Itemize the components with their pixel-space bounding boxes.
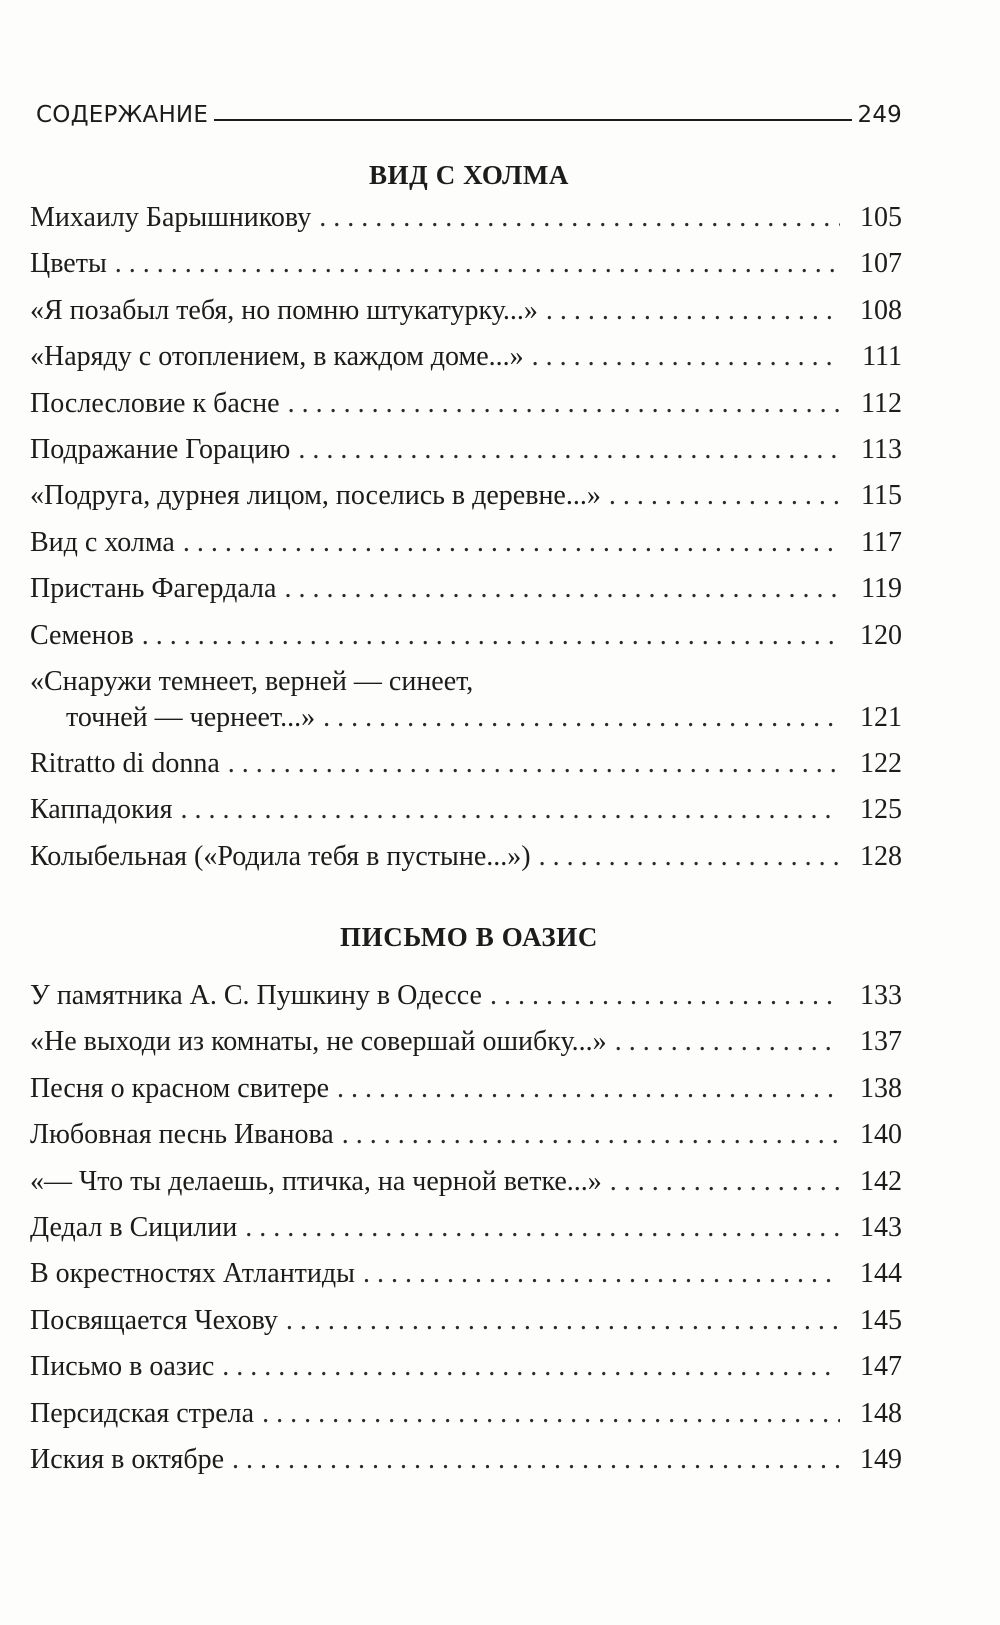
entry-title: Подражание Горацию bbox=[30, 433, 291, 465]
toc-entry[interactable] bbox=[30, 1167, 902, 1213]
toc-entry[interactable] bbox=[30, 621, 902, 667]
entry-page: 108 bbox=[860, 294, 902, 326]
entry-title: В окрестностях Атлантиды bbox=[30, 1258, 355, 1290]
toc-entry[interactable] bbox=[30, 342, 902, 388]
toc-entry[interactable] bbox=[30, 1259, 902, 1305]
entry-page: 137 bbox=[860, 1026, 902, 1058]
entry-title: Письмо в оазис bbox=[30, 1351, 215, 1383]
entry-title: «Подруга, дурнея лицом, поселись в деревне...» bbox=[30, 480, 601, 512]
dot-leader bbox=[228, 749, 840, 779]
toc-entry[interactable] bbox=[30, 1352, 902, 1398]
toc-entry[interactable] bbox=[30, 481, 902, 527]
entry-page: 117 bbox=[861, 526, 902, 558]
toc-entry[interactable] bbox=[30, 1445, 902, 1491]
entry-page: 140 bbox=[860, 1119, 902, 1151]
toc-entry[interactable] bbox=[30, 296, 902, 342]
entry-title: У памятника А. С. Пушкину в Одессе bbox=[30, 980, 482, 1011]
entry-page: 119 bbox=[861, 573, 902, 605]
entry-title: Дедал в Сицилии bbox=[30, 1211, 238, 1243]
toc-entry[interactable] bbox=[30, 1399, 902, 1445]
dot-leader bbox=[142, 621, 840, 651]
entry-title: «Наряду с отоплением, в каждом доме...» bbox=[30, 341, 524, 373]
entry-title: Иския в октябре bbox=[30, 1443, 224, 1475]
entry-page: 144 bbox=[860, 1258, 902, 1290]
dot-leader bbox=[115, 249, 840, 279]
entry-title: Любовная песнь Иванова bbox=[30, 1119, 334, 1151]
toc-entry[interactable] bbox=[30, 1306, 902, 1352]
entry-title: Вид с холма bbox=[30, 526, 175, 558]
entry-title: «Не выходи из комнаты, не совершай ошибку...» bbox=[30, 1026, 607, 1058]
running-head-page-number: 249 bbox=[857, 102, 902, 128]
entry-page: 143 bbox=[860, 1211, 902, 1243]
entry-title: «— Что ты делаешь, птичка, на черной ветке...» bbox=[30, 1165, 602, 1197]
entry-page: 148 bbox=[860, 1397, 902, 1429]
entry-title: Михаилу Барышникову bbox=[30, 202, 312, 233]
entry-title: Песня о красном свитере bbox=[30, 1072, 329, 1104]
entry-page: 125 bbox=[860, 794, 902, 826]
dot-leader bbox=[298, 435, 840, 465]
entry-page: 115 bbox=[861, 480, 902, 512]
entry-title: Ritratto di donna bbox=[30, 747, 220, 779]
toc-entry[interactable] bbox=[30, 1213, 902, 1259]
toc-section-1 bbox=[30, 203, 902, 888]
dot-leader bbox=[286, 1306, 840, 1336]
dot-leader bbox=[319, 203, 840, 233]
entry-title: Пристань Фагердала bbox=[30, 573, 277, 605]
dot-leader bbox=[610, 1167, 840, 1197]
section-title-pismo-v-oazis: ПИСЬМО В ОАЗИС bbox=[340, 922, 598, 952]
dot-leader bbox=[490, 981, 840, 1011]
entry-title: Послесловие к басне bbox=[30, 387, 280, 419]
entry-page: 105 bbox=[860, 202, 902, 233]
toc-entry[interactable] bbox=[30, 574, 902, 620]
toc-entry[interactable] bbox=[30, 249, 902, 295]
entry-title-continuation: точней — чернеет...» bbox=[66, 701, 316, 733]
entry-page: 138 bbox=[860, 1072, 902, 1104]
entry-page: 145 bbox=[860, 1304, 902, 1336]
entry-page: 133 bbox=[860, 980, 902, 1011]
dot-leader bbox=[262, 1399, 840, 1429]
dot-leader bbox=[183, 528, 840, 558]
toc-entry[interactable] bbox=[30, 795, 902, 841]
toc-entry[interactable] bbox=[30, 528, 902, 574]
running-head bbox=[36, 88, 902, 128]
entry-title: Цветы bbox=[30, 248, 107, 280]
toc-entry[interactable] bbox=[30, 749, 902, 795]
entry-page: 111 bbox=[862, 341, 902, 373]
entry-title: Колыбельная («Родила тебя в пустыне...») bbox=[30, 840, 531, 872]
toc-entry[interactable] bbox=[30, 1120, 902, 1166]
dot-leader bbox=[615, 1027, 840, 1057]
dot-leader bbox=[288, 389, 840, 419]
running-head-rule bbox=[214, 119, 851, 121]
toc-entry[interactable] bbox=[30, 435, 902, 481]
dot-leader bbox=[180, 795, 840, 825]
toc-entry[interactable] bbox=[30, 1074, 902, 1120]
entry-page: 147 bbox=[860, 1351, 902, 1383]
dot-leader bbox=[609, 481, 840, 511]
dot-leader bbox=[342, 1120, 840, 1150]
running-head-title: СОДЕРЖАНИЕ bbox=[36, 102, 209, 128]
entry-page: 121 bbox=[860, 701, 902, 733]
entry-title: «Снаружи темнеет, верней — синеет, bbox=[30, 665, 474, 697]
toc-entry[interactable] bbox=[30, 667, 902, 749]
dot-leader bbox=[232, 1445, 840, 1475]
toc-section-2 bbox=[30, 981, 902, 1491]
dot-leader bbox=[222, 1352, 840, 1382]
entry-page: 107 bbox=[860, 248, 902, 280]
toc-entry[interactable] bbox=[30, 389, 902, 435]
dot-leader bbox=[337, 1074, 840, 1104]
entry-title: Каппадокия bbox=[30, 794, 173, 826]
entry-page: 113 bbox=[861, 433, 902, 465]
entry-title: Семенов bbox=[30, 619, 134, 651]
dot-leader bbox=[245, 1213, 840, 1243]
toc-entry[interactable] bbox=[30, 1027, 902, 1073]
entry-page: 120 bbox=[860, 619, 902, 651]
entry-title: Персидская стрела bbox=[30, 1397, 255, 1429]
entry-page: 128 bbox=[860, 840, 902, 872]
dot-leader bbox=[284, 574, 840, 604]
entry-page: 149 bbox=[860, 1443, 902, 1475]
entry-page: 112 bbox=[861, 387, 902, 419]
dot-leader bbox=[363, 1259, 840, 1289]
dot-leader bbox=[323, 703, 840, 733]
dot-leader bbox=[532, 342, 840, 372]
dot-leader bbox=[539, 842, 840, 872]
dot-leader bbox=[546, 296, 840, 326]
entry-page: 122 bbox=[860, 747, 902, 779]
entry-page: 142 bbox=[860, 1165, 902, 1197]
section-title-vid-s-kholma: ВИД С ХОЛМА bbox=[368, 160, 570, 190]
entry-title: «Я позабыл тебя, но помню штукатурку...» bbox=[30, 294, 538, 326]
toc-entry[interactable] bbox=[30, 842, 902, 888]
toc-entry[interactable] bbox=[30, 203, 902, 249]
entry-title: Посвящается Чехову bbox=[30, 1304, 278, 1336]
toc-entry[interactable] bbox=[30, 981, 902, 1027]
